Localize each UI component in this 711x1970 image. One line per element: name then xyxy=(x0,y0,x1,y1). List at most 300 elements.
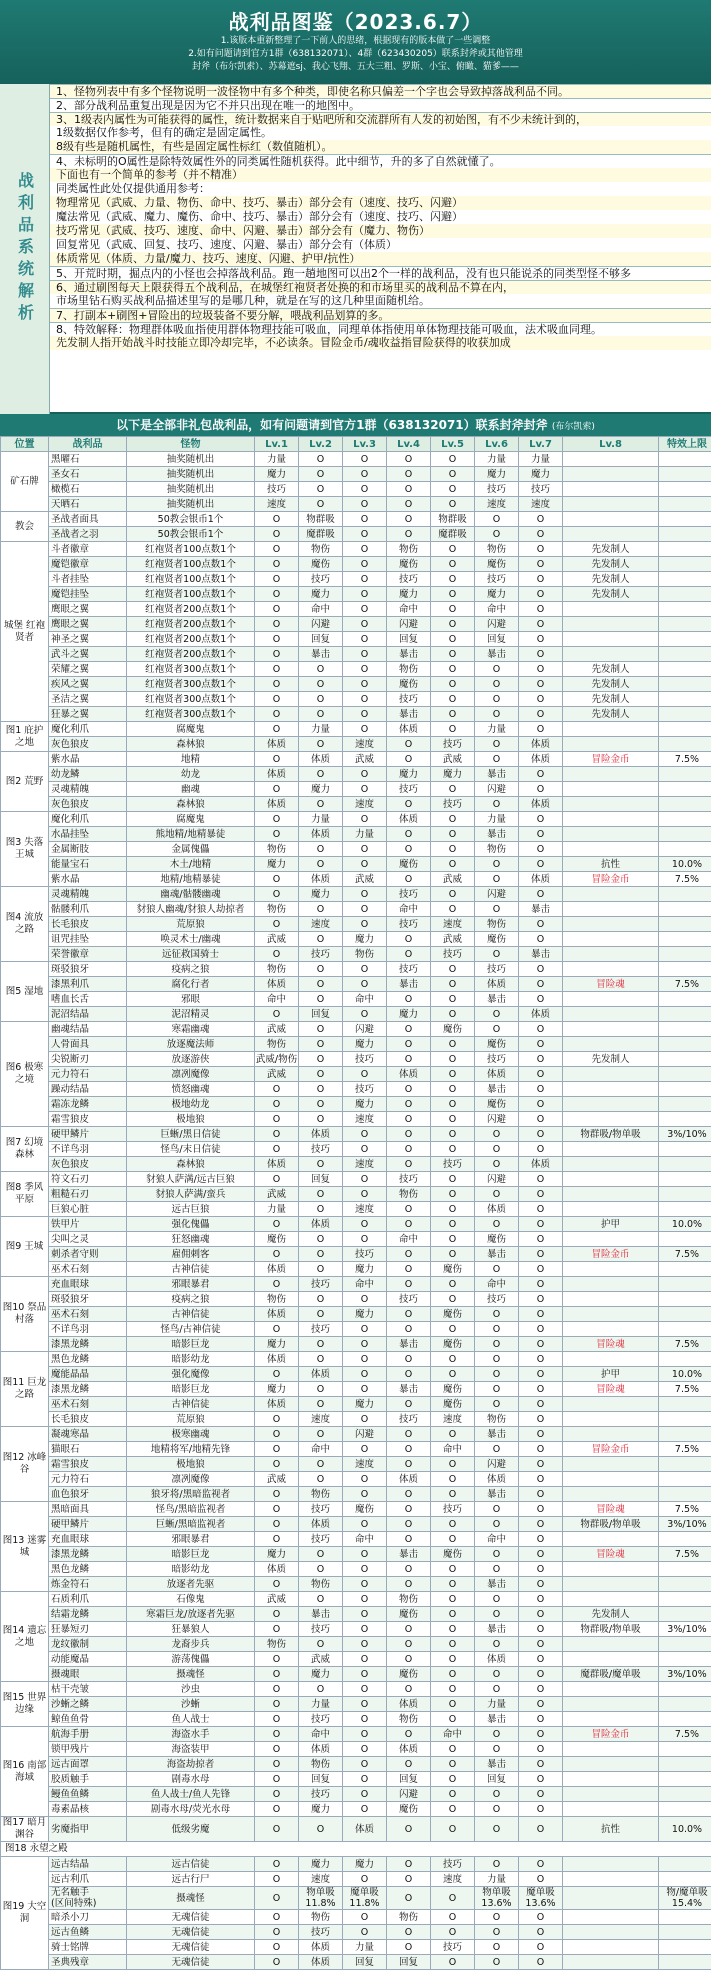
level-cell xyxy=(563,617,659,632)
note-line: 2、部分战利品重复出现是因为它不并只出现在唯一的地图中。 xyxy=(50,98,711,112)
level-cell: O xyxy=(475,1367,519,1382)
effect-limit-cell xyxy=(659,1532,711,1547)
level-cell: 速度 xyxy=(475,497,519,512)
level-cell: 技巧 xyxy=(431,797,475,812)
level-cell xyxy=(563,1022,659,1037)
level-cell: O xyxy=(299,1682,343,1697)
level-cell: 技巧 xyxy=(387,572,431,587)
level-cell: 武威 xyxy=(343,752,387,767)
level-cell: O xyxy=(431,1202,475,1217)
level-cell: O xyxy=(431,887,475,902)
level-cell: O xyxy=(431,1682,475,1697)
level-cell: 速度 xyxy=(343,1157,387,1172)
table-row xyxy=(1,1442,711,1457)
level-cell: O xyxy=(343,1910,387,1925)
effect-limit-cell xyxy=(659,1682,711,1697)
table-row xyxy=(1,602,711,617)
effect-limit-cell xyxy=(659,842,711,857)
level-cell: O xyxy=(343,1592,387,1607)
level-cell: O xyxy=(387,1352,431,1367)
level-cell: 先发制人 xyxy=(563,587,659,602)
level-cell: 物伤 xyxy=(255,842,299,857)
level-cell xyxy=(563,632,659,647)
loot-table xyxy=(0,436,711,1970)
level-cell: 魔力 xyxy=(299,587,343,602)
level-cell: O xyxy=(475,1562,519,1577)
effect-limit-cell xyxy=(659,1397,711,1412)
monster-cell: 狂暴狼人 xyxy=(127,1622,255,1637)
table-row xyxy=(1,1292,711,1307)
level-cell: 体质 xyxy=(299,1742,343,1757)
level-cell: O xyxy=(475,1142,519,1157)
level-cell: 武威 xyxy=(255,1472,299,1487)
level-cell: 体质 xyxy=(299,1127,343,1142)
level-cell: O xyxy=(475,1322,519,1337)
table-row xyxy=(1,1412,711,1427)
effect-limit-cell xyxy=(659,452,711,467)
note-line: 6、通过刷图每天上限获得五个战利品，在城堡红袍贤者处换的和市场里买的战利品不算在内， xyxy=(50,280,711,294)
level-cell: 力量 xyxy=(475,1872,519,1887)
level-cell: O xyxy=(519,662,563,677)
level-cell: O xyxy=(387,1307,431,1322)
level-cell: O xyxy=(387,1427,431,1442)
effect-limit-cell xyxy=(659,1562,711,1577)
level-cell: O xyxy=(387,1887,431,1910)
effect-limit-cell xyxy=(659,1652,711,1667)
effect-limit-cell xyxy=(659,1607,711,1622)
level-cell: 回复 xyxy=(387,1772,431,1787)
item-name-cell: 远古利爪 xyxy=(49,1872,127,1887)
level-cell xyxy=(563,602,659,617)
level-cell: O xyxy=(475,1802,519,1817)
level-cell: O xyxy=(255,1910,299,1925)
table-row xyxy=(1,647,711,662)
level-cell: O xyxy=(387,1442,431,1457)
effect-limit-cell xyxy=(659,1322,711,1337)
level-cell: 技巧 xyxy=(343,1052,387,1067)
level-cell: O xyxy=(519,1727,563,1742)
level-cell: O xyxy=(431,1052,475,1067)
monster-cell: 森林狼 xyxy=(127,1157,255,1172)
level-cell: 命中 xyxy=(343,1277,387,1292)
level-cell: O xyxy=(255,1487,299,1502)
level-cell: 体质 xyxy=(519,1157,563,1172)
monster-cell: 海盗水手 xyxy=(127,1727,255,1742)
level-cell: O xyxy=(519,1577,563,1592)
level-cell: 抗性 xyxy=(563,857,659,872)
table-row xyxy=(1,542,711,557)
level-cell: 暴击 xyxy=(475,1712,519,1727)
level-cell: 闪避 xyxy=(343,1427,387,1442)
level-cell: 暴击 xyxy=(387,977,431,992)
level-cell: O xyxy=(255,1172,299,1187)
item-name-cell: 无名触手 (区间特殊) xyxy=(49,1887,127,1910)
level-cell: O xyxy=(343,1667,387,1682)
level-cell xyxy=(563,1067,659,1082)
note-line: 3、1级表内属性为可能获得的属性，统计数据来自于贴吧所和交流群所有人发的初始图，有不少未统计到的， xyxy=(50,112,711,126)
header-line: 1.该版本重新整理了一下前人的思绪，根据现有的版本做了一些调整 xyxy=(0,35,711,48)
level-cell: O xyxy=(387,1217,431,1232)
level-cell: 魔力 xyxy=(343,1307,387,1322)
column-header: Lv.7 xyxy=(519,437,563,452)
level-cell: O xyxy=(431,602,475,617)
effect-limit-cell xyxy=(659,947,711,962)
table-row xyxy=(1,527,711,542)
level-cell: O xyxy=(343,512,387,527)
table-row xyxy=(1,572,711,587)
level-cell: O xyxy=(519,647,563,662)
level-cell: 物伤 xyxy=(299,1757,343,1772)
level-cell: 魔伤 xyxy=(299,557,343,572)
level-cell: 技巧 xyxy=(299,1925,343,1940)
table-row xyxy=(1,1547,711,1562)
level-cell: O xyxy=(387,1157,431,1172)
effect-limit-cell: 7.5% xyxy=(659,1727,711,1742)
level-cell xyxy=(563,1802,659,1817)
level-cell: O xyxy=(343,1742,387,1757)
monster-cell: 凛冽魔像 xyxy=(127,1472,255,1487)
level-cell: O xyxy=(299,737,343,752)
level-cell: 命中 xyxy=(387,602,431,617)
level-cell: 技巧 xyxy=(475,572,519,587)
monster-cell: 抽奖随机出 xyxy=(127,452,255,467)
level-cell: O xyxy=(299,1817,343,1842)
monster-cell: 石像鬼 xyxy=(127,1592,255,1607)
level-cell: 魔伤 xyxy=(431,1337,475,1352)
level-cell: O xyxy=(299,452,343,467)
level-cell xyxy=(563,1562,659,1577)
level-cell: 魔力 xyxy=(299,782,343,797)
level-cell: 物伤 xyxy=(475,842,519,857)
monster-cell: 红袍贤者200点数1个 xyxy=(127,617,255,632)
monster-cell: 寒霜幽魂 xyxy=(127,1022,255,1037)
level-cell: 暴击 xyxy=(387,1337,431,1352)
level-cell: 命中 xyxy=(299,1442,343,1457)
level-cell: O xyxy=(519,707,563,722)
page-title: 战利品图鉴（2023.6.7） xyxy=(0,0,711,35)
level-cell: O xyxy=(299,467,343,482)
monster-cell: 豺狼人幽魂/豺狼人劫掠者 xyxy=(127,902,255,917)
level-cell: O xyxy=(431,1457,475,1472)
level-cell: O xyxy=(343,977,387,992)
level-cell: O xyxy=(519,857,563,872)
level-cell: 魔伤 xyxy=(387,857,431,872)
level-cell xyxy=(563,932,659,947)
header-line: 2.如有问题请到官方1群（638132071）、4群（623430205）联系封斧或其他管理 xyxy=(0,48,711,61)
level-cell: O xyxy=(519,1652,563,1667)
level-cell: O xyxy=(431,1787,475,1802)
level-cell: 魔伤 xyxy=(255,1232,299,1247)
level-cell: O xyxy=(343,662,387,677)
table-row xyxy=(1,497,711,512)
level-cell: O xyxy=(431,722,475,737)
level-cell: 魔伤 xyxy=(431,1382,475,1397)
level-cell: O xyxy=(519,1322,563,1337)
effect-limit-cell xyxy=(659,692,711,707)
table-row xyxy=(1,1742,711,1757)
monster-cell: 狂怒幽魂 xyxy=(127,1232,255,1247)
column-header: Lv.5 xyxy=(431,437,475,452)
level-cell: 先发制人 xyxy=(563,662,659,677)
level-cell xyxy=(563,497,659,512)
level-cell: O xyxy=(475,1307,519,1322)
level-cell: O xyxy=(475,662,519,677)
table-row xyxy=(1,587,711,602)
level-cell: O xyxy=(255,1742,299,1757)
level-cell: O xyxy=(519,1442,563,1457)
level-cell: O xyxy=(343,1352,387,1367)
note-line: 8级有些是随机属性，有些是固定属性标红（数值随机）。 xyxy=(50,140,711,154)
level-cell: O xyxy=(387,1517,431,1532)
level-cell: 暴击 xyxy=(475,1427,519,1442)
level-cell: 魔单吸 11.8% xyxy=(343,1887,387,1910)
banner-sign: (布尔凯索) xyxy=(552,422,595,432)
level-cell: 魔伤 xyxy=(431,1307,475,1322)
level-cell: O xyxy=(299,1082,343,1097)
effect-limit-cell xyxy=(659,1427,711,1442)
level-cell: 物伤 xyxy=(475,542,519,557)
table-row xyxy=(1,1187,711,1202)
level-cell: O xyxy=(519,617,563,632)
effect-limit-cell xyxy=(659,497,711,512)
level-cell: 回复 xyxy=(299,632,343,647)
effect-limit-cell xyxy=(659,1112,711,1127)
level-cell: O xyxy=(431,1082,475,1097)
monster-cell: 暗影幼龙 xyxy=(127,1562,255,1577)
level-cell: 力量 xyxy=(475,1697,519,1712)
effect-limit-cell xyxy=(659,662,711,677)
effect-limit-cell: 7.5% xyxy=(659,752,711,767)
monster-cell: 红袍贤者300点数1个 xyxy=(127,707,255,722)
table-row xyxy=(1,1232,711,1247)
level-cell: O xyxy=(519,677,563,692)
level-cell: O xyxy=(387,827,431,842)
monster-cell: 荒原狼 xyxy=(127,917,255,932)
level-cell: O xyxy=(431,1712,475,1727)
table-row xyxy=(1,1712,711,1727)
level-cell: 魔伤 xyxy=(475,557,519,572)
effect-limit-cell xyxy=(659,557,711,572)
location-cell: 图15 世界边缘 xyxy=(1,1682,49,1727)
item-name-cell: 斑驳狼牙 xyxy=(49,1292,127,1307)
level-cell: O xyxy=(431,1097,475,1112)
monster-cell: 豺狼人萨满/蛮兵 xyxy=(127,1187,255,1202)
location-cell: 城堡 红袍贤者 xyxy=(1,542,49,722)
table-row xyxy=(1,1367,711,1382)
level-cell: O xyxy=(343,1562,387,1577)
level-cell: O xyxy=(519,1487,563,1502)
level-cell: O xyxy=(475,1817,519,1842)
level-cell: 技巧 xyxy=(299,1322,343,1337)
monster-cell: 荒原狼 xyxy=(127,1412,255,1427)
item-name-cell: 紫水晶 xyxy=(49,872,127,887)
level-cell: O xyxy=(519,587,563,602)
level-cell: 物伤 xyxy=(299,1910,343,1925)
level-cell: 技巧 xyxy=(343,1082,387,1097)
level-cell: O xyxy=(519,1172,563,1187)
level-cell: O xyxy=(475,707,519,722)
effect-limit-cell: 物/魔单吸 15.4% xyxy=(659,1887,711,1910)
monster-cell: 50教会银币1个 xyxy=(127,512,255,527)
level-cell: O xyxy=(299,1592,343,1607)
level-cell: O xyxy=(519,1067,563,1082)
table-row xyxy=(1,917,711,932)
level-cell: 技巧 xyxy=(299,1502,343,1517)
level-cell: O xyxy=(255,1082,299,1097)
header-line: 封斧（布尔凯索）、苏幕遮sj、我心飞翔、五大三粗、罗斯、小宝、俯瞰、猫爹—— xyxy=(0,61,711,74)
effect-limit-cell xyxy=(659,1352,711,1367)
level-cell: O xyxy=(519,1802,563,1817)
item-name-cell: 刺杀者守则 xyxy=(49,1247,127,1262)
level-cell: O xyxy=(255,1857,299,1872)
table-row xyxy=(1,1562,711,1577)
level-cell xyxy=(563,797,659,812)
level-cell: O xyxy=(431,977,475,992)
level-cell: O xyxy=(255,887,299,902)
level-cell: 速度 xyxy=(343,1457,387,1472)
level-cell: O xyxy=(255,752,299,767)
item-name-cell: 血色狼牙 xyxy=(49,1487,127,1502)
level-cell: O xyxy=(387,1262,431,1277)
table-row xyxy=(1,512,711,527)
level-cell: O xyxy=(387,1247,431,1262)
table-row xyxy=(1,1622,711,1637)
note-line: 魔法常见（武威、魔力、魔伤、命中、技巧、暴击）部分会有（速度、技巧、闪避） xyxy=(50,210,711,224)
level-cell: O xyxy=(343,1607,387,1622)
table-row xyxy=(1,1502,711,1517)
level-cell xyxy=(563,1007,659,1022)
level-cell xyxy=(563,1697,659,1712)
item-name-cell: 鲸鱼鱼骨 xyxy=(49,1712,127,1727)
monster-cell: 鱼人战士 xyxy=(127,1712,255,1727)
level-cell: O xyxy=(255,1142,299,1157)
level-cell: 魔伤 xyxy=(475,1232,519,1247)
table-row xyxy=(1,1652,711,1667)
item-name-cell: 石质利爪 xyxy=(49,1592,127,1607)
table-row xyxy=(1,1910,711,1925)
level-cell xyxy=(563,1232,659,1247)
level-cell: 武威 xyxy=(431,932,475,947)
item-name-cell: 骷髅利爪 xyxy=(49,902,127,917)
level-cell: O xyxy=(431,1925,475,1940)
level-cell: 魔伤 xyxy=(387,1802,431,1817)
item-name-cell: 霜雪狼皮 xyxy=(49,1457,127,1472)
level-cell: O xyxy=(387,947,431,962)
table-row xyxy=(1,1532,711,1547)
monster-cell: 红袍贤者300点数1个 xyxy=(127,692,255,707)
level-cell: O xyxy=(343,1007,387,1022)
level-cell: O xyxy=(431,707,475,722)
column-header: Lv.2 xyxy=(299,437,343,452)
level-cell: 闪避 xyxy=(387,1787,431,1802)
level-cell: 命中 xyxy=(475,1532,519,1547)
effect-limit-cell xyxy=(659,677,711,692)
level-cell: O xyxy=(519,1307,563,1322)
level-cell: O xyxy=(519,1397,563,1412)
table-row xyxy=(1,872,711,887)
level-cell xyxy=(563,1940,659,1955)
level-cell: O xyxy=(475,527,519,542)
effect-limit-cell: 10.0% xyxy=(659,857,711,872)
level-cell: O xyxy=(519,1037,563,1052)
level-cell: 技巧 xyxy=(299,1277,343,1292)
level-cell: O xyxy=(475,677,519,692)
item-name-cell: 紫水晶 xyxy=(49,752,127,767)
table-row xyxy=(1,677,711,692)
level-cell xyxy=(563,1157,659,1172)
item-name-cell: 霜雪狼皮 xyxy=(49,1112,127,1127)
level-cell: O xyxy=(519,1367,563,1382)
effect-limit-cell: 7.5% xyxy=(659,977,711,992)
level-cell: 魔群吸 xyxy=(299,527,343,542)
level-cell: O xyxy=(299,842,343,857)
level-cell: 技巧 xyxy=(387,1292,431,1307)
item-name-cell: 巫术石刻 xyxy=(49,1307,127,1322)
level-cell: O xyxy=(431,1592,475,1607)
level-cell: O xyxy=(387,992,431,1007)
table-row xyxy=(1,1697,711,1712)
level-cell: O xyxy=(343,1787,387,1802)
level-cell: O xyxy=(431,1622,475,1637)
effect-limit-cell xyxy=(659,1037,711,1052)
level-cell: O xyxy=(299,1562,343,1577)
level-cell: O xyxy=(387,1757,431,1772)
item-name-cell: 狂暴之翼 xyxy=(49,707,127,722)
effect-limit-cell xyxy=(659,1232,711,1247)
level-cell xyxy=(563,1652,659,1667)
level-cell: O xyxy=(387,1682,431,1697)
item-name-cell: 锁甲残片 xyxy=(49,1742,127,1757)
level-cell: O xyxy=(343,467,387,482)
monster-cell: 古神信徒 xyxy=(127,1397,255,1412)
level-cell: 速度 xyxy=(343,1112,387,1127)
table-row xyxy=(1,767,711,782)
level-cell: 魔力 xyxy=(475,467,519,482)
effect-limit-cell: 10.0% xyxy=(659,1817,711,1842)
level-cell: O xyxy=(387,1857,431,1872)
level-cell xyxy=(563,887,659,902)
level-cell: 技巧 xyxy=(475,962,519,977)
level-cell: O xyxy=(475,1667,519,1682)
monster-cell: 50教会银币1个 xyxy=(127,527,255,542)
effect-limit-cell xyxy=(659,1412,711,1427)
level-cell: O xyxy=(519,1517,563,1532)
level-cell: O xyxy=(519,1292,563,1307)
level-cell: 技巧 xyxy=(431,947,475,962)
monster-cell: 红袍贤者300点数1个 xyxy=(127,662,255,677)
monster-cell: 沙蜥 xyxy=(127,1697,255,1712)
level-cell: O xyxy=(299,482,343,497)
effect-limit-cell xyxy=(659,572,711,587)
level-cell: 体质 xyxy=(255,797,299,812)
item-name-cell: 骑士铭牌 xyxy=(49,1940,127,1955)
level-cell: O xyxy=(519,1142,563,1157)
level-cell: O xyxy=(255,1802,299,1817)
level-cell: O xyxy=(475,1592,519,1607)
monster-cell: 抽奖随机出 xyxy=(127,482,255,497)
level-cell: O xyxy=(387,1577,431,1592)
level-cell: 物群吸 xyxy=(431,512,475,527)
level-cell: 速度 xyxy=(431,1412,475,1427)
monster-cell: 剧毒水母/荧光水母 xyxy=(127,1802,255,1817)
level-cell: 技巧 xyxy=(387,1412,431,1427)
table-row xyxy=(1,1247,711,1262)
level-cell: O xyxy=(255,1532,299,1547)
level-cell: 暴击 xyxy=(387,1547,431,1562)
level-cell: 魔力 xyxy=(343,1097,387,1112)
monster-cell: 幽魂/骷髅幽魂 xyxy=(127,887,255,902)
level-cell: O xyxy=(343,1517,387,1532)
